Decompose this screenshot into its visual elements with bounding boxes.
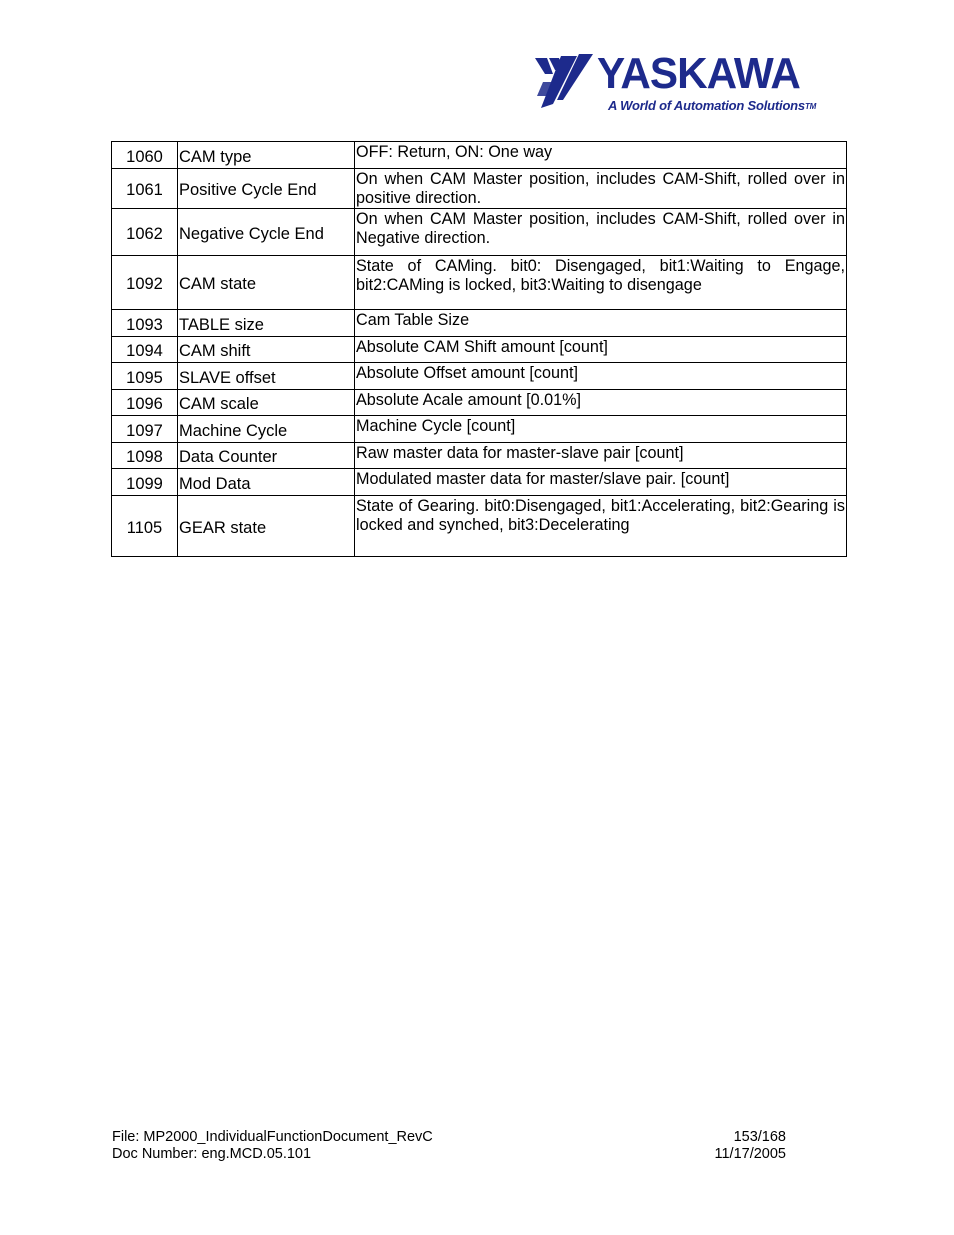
table-row: [112, 363, 847, 390]
register-name-cell: [178, 416, 355, 443]
register-description: Absolute CAM Shift amount [count]: [355, 337, 847, 363]
register-number: 1105: [126, 518, 163, 537]
yaskawa-logo: [533, 49, 823, 118]
register-number-cell: [112, 337, 178, 363]
register-name: CAM type: [179, 147, 252, 166]
register-name: Negative Cycle End: [179, 224, 324, 243]
table-row: [112, 256, 847, 310]
register-number-cell: [112, 443, 178, 469]
table-row: [112, 310, 847, 337]
footer-page-number: 153/168: [733, 1129, 786, 1145]
register-number-cell: [112, 256, 178, 310]
footer-left: [112, 1129, 433, 1163]
register-number: 1095: [126, 368, 163, 387]
register-name: GEAR state: [179, 518, 267, 537]
register-description: Modulated master data for master/slave pair. [count]: [355, 469, 847, 496]
register-name: CAM scale: [179, 395, 259, 413]
register-number-cell: [112, 390, 178, 416]
table-row: [112, 390, 847, 416]
register-name: Data Counter: [179, 448, 278, 466]
register-number-cell: [112, 496, 178, 557]
register-number-cell: [112, 363, 178, 390]
register-description: Raw master data for master-slave pair [count]: [355, 443, 847, 469]
register-description: On when CAM Master position, includes CAM-Shift, rolled over in positive direction.: [356, 170, 845, 207]
table-row: [112, 416, 847, 443]
table-row: [112, 496, 847, 557]
register-name-cell: [178, 337, 355, 363]
register-name-cell: [178, 310, 355, 337]
register-name: SLAVE offset: [179, 368, 276, 387]
parameter-table: [111, 141, 847, 557]
register-name-cell: [178, 256, 355, 310]
register-number-cell: [112, 142, 178, 169]
register-description: State of CAMing. bit0: Disengaged, bit1:Waiting to Engage, bit2:CAMing is locked, bit3:Waiting to disengage: [355, 256, 847, 310]
register-number: 1092: [126, 275, 163, 293]
register-name: CAM state: [179, 275, 257, 293]
logo-tagline: A World of Automation SolutionsTM: [608, 98, 817, 113]
register-number: 1060: [126, 147, 163, 166]
register-number: 1093: [126, 315, 163, 334]
register-number-cell: [112, 416, 178, 443]
yaskawa-wordmark: YASKAWA: [597, 49, 800, 98]
register-name-cell: [178, 443, 355, 469]
register-number-cell: [112, 310, 178, 337]
register-number-cell: [112, 169, 178, 209]
footer-date: 11/17/2005: [714, 1146, 786, 1162]
register-name-cell: [178, 142, 355, 169]
register-description: Absolute Offset amount [count]: [355, 363, 847, 390]
register-number: 1096: [126, 395, 163, 413]
register-number: 1062: [126, 224, 163, 243]
register-number-cell: [112, 209, 178, 256]
table-row: [112, 169, 847, 209]
register-description: State of Gearing. bit0:Disengaged, bit1:Accelerating, bit2:Gearing is locked and synched, bit3:Decelerating: [355, 496, 847, 557]
table-row: [112, 337, 847, 363]
footer-file: File: MP2000_IndividualFunctionDocument_RevC: [112, 1129, 433, 1145]
register-name-cell: [178, 496, 355, 557]
register-number: 1094: [126, 342, 163, 360]
register-description: OFF: Return, ON: One way: [355, 142, 847, 169]
register-number: 1097: [126, 421, 163, 440]
register-name: TABLE size: [179, 315, 264, 334]
table-row: [112, 209, 847, 256]
register-name-cell: [178, 390, 355, 416]
register-name-cell: [178, 363, 355, 390]
register-name-cell: [178, 209, 355, 256]
register-number: 1099: [126, 474, 163, 493]
table-row: [112, 142, 847, 169]
register-description: On when CAM Master position, includes CAM-Shift, rolled over in Negative direction.: [355, 209, 847, 256]
register-number: 1061: [126, 181, 163, 199]
table-row: [112, 443, 847, 469]
register-description: Cam Table Size: [355, 310, 847, 337]
register-name: Positive Cycle End: [179, 181, 317, 199]
register-name: CAM shift: [179, 342, 251, 360]
register-number: 1098: [126, 448, 163, 466]
register-number-cell: [112, 469, 178, 496]
footer-right: [640, 1129, 786, 1163]
register-name-cell: [178, 169, 355, 209]
register-description: Absolute Acale amount [0.01%]: [355, 390, 847, 416]
register-description: Machine Cycle [count]: [355, 416, 847, 443]
register-name-cell: [178, 469, 355, 496]
register-name: Mod Data: [179, 474, 251, 493]
yaskawa-swoosh-icon: [533, 52, 597, 112]
table-row: [112, 469, 847, 496]
footer-doc-number: Doc Number: eng.MCD.05.101: [112, 1146, 312, 1162]
register-name: Machine Cycle: [179, 421, 288, 440]
